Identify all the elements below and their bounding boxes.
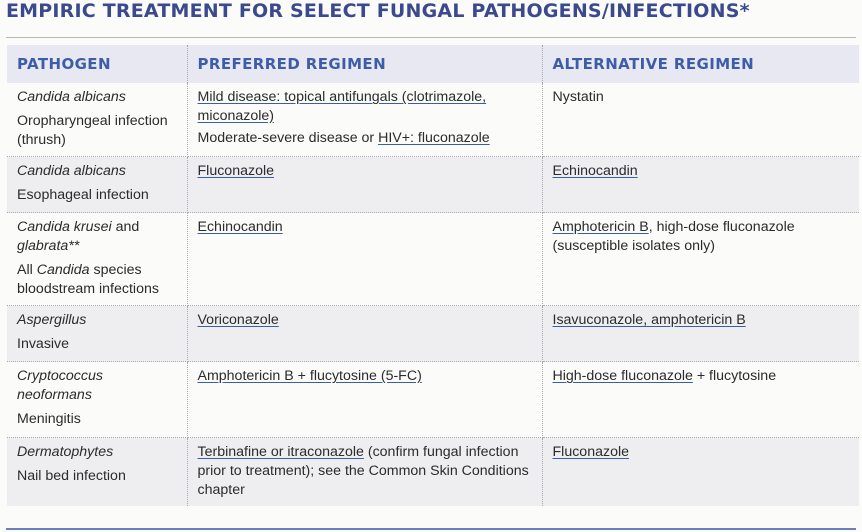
organism-conjunction: and: [111, 219, 140, 235]
header-alternative-regimen: ALTERNATIVE REGIMEN: [542, 45, 859, 83]
infection-type: Meningitis: [17, 411, 81, 427]
regimen-text: + flucytosine: [692, 368, 777, 384]
infection-type: [17, 261, 177, 299]
regimen-link[interactable]: Echinocandin: [197, 219, 283, 235]
infection-text: species bloodstream infections: [17, 262, 159, 297]
title-divider: [6, 37, 856, 38]
organism-name: Candida albicans: [17, 89, 126, 105]
regimen-link[interactable]: Echinocandin: [552, 163, 638, 179]
header-pathogen: PATHOGEN: [7, 45, 187, 83]
pathogen-cell: [7, 438, 187, 507]
header-preferred-regimen: PREFERRED REGIMEN: [187, 45, 542, 83]
regimen-link[interactable]: Mild disease: topical antifungals (clotrimazole, miconazole): [197, 89, 487, 124]
page-title: EMPIRIC TREATMENT FOR SELECT FUNGAL PATHOGENS/INFECTIONS*: [6, 0, 750, 22]
pathogen-cell: [7, 213, 187, 306]
infection-type: Invasive: [17, 336, 70, 352]
table-row: [7, 362, 859, 438]
regimen-link[interactable]: HIV+: fluconazole: [378, 130, 490, 146]
infection-type: Esophageal infection: [17, 187, 149, 203]
fungal-treatment-table: [7, 45, 859, 506]
regimen-link[interactable]: Amphotericin B: [552, 219, 649, 235]
infection-genus: Candida: [36, 262, 90, 278]
alternative-regimen-cell: [542, 306, 859, 362]
organism-name: Cryptococcus neoformans: [17, 368, 103, 403]
table-row: [7, 213, 859, 306]
preferred-regimen-cell: [187, 83, 542, 157]
organism-name-part: glabrata**: [17, 238, 80, 254]
infection-text: All: [17, 262, 37, 278]
regimen-line: [198, 129, 532, 148]
preferred-regimen-cell: [187, 306, 542, 362]
table-header-row: [7, 45, 859, 83]
alternative-regimen-cell: [542, 362, 859, 438]
organism-name: Aspergillus: [17, 312, 87, 328]
pathogen-cell: [7, 83, 187, 157]
regimen-link[interactable]: Fluconazole: [197, 163, 275, 179]
regimen-link[interactable]: Isavuconazole, amphotericin B: [552, 312, 746, 328]
regimen-link[interactable]: Voriconazole: [197, 312, 279, 328]
pathogen-cell: [7, 157, 187, 213]
organism-name-part: Candida krusei: [17, 219, 112, 235]
organism-name: Candida albicans: [17, 163, 126, 179]
preferred-regimen-cell: [187, 362, 542, 438]
pathogen-cell: [7, 306, 187, 362]
infection-type: Oropharyngeal infection (thrush): [17, 113, 168, 148]
organism-name: [17, 218, 177, 256]
alternative-regimen-cell: [542, 213, 859, 306]
organism-name: Dermatophytes: [17, 444, 114, 460]
regimen-link[interactable]: Terbinafine or itraconazole: [197, 444, 364, 460]
pathogen-cell: [7, 362, 187, 438]
preferred-regimen-cell: [187, 213, 542, 306]
alternative-regimen-cell: [542, 83, 859, 157]
regimen-link[interactable]: Amphotericin B + flucytosine (5-FC): [197, 368, 422, 384]
bottom-divider: [6, 528, 856, 530]
regimen-link[interactable]: High-dose fluconazole: [552, 368, 693, 384]
table-row: [7, 157, 859, 213]
regimen-text: Moderate-severe disease or: [197, 130, 379, 146]
table-row: [7, 306, 859, 362]
alternative-regimen-cell: [542, 157, 859, 213]
preferred-regimen-cell: [187, 157, 542, 213]
regimen-text: , high-dose fluconazole (susceptible isolates only): [552, 219, 795, 254]
regimen-link[interactable]: Fluconazole: [552, 444, 630, 460]
regimen-text: (confirm fungal infection prior to treatment); see the Common Skin Conditions chapter: [197, 444, 529, 498]
regimen-text: Nystatin: [552, 89, 604, 105]
alternative-regimen-cell: [542, 438, 859, 507]
table-row: [7, 83, 859, 157]
preferred-regimen-cell: [187, 438, 542, 507]
infection-type: Nail bed infection: [17, 468, 126, 484]
regimen-line: [198, 88, 532, 126]
table-row: [7, 438, 859, 507]
